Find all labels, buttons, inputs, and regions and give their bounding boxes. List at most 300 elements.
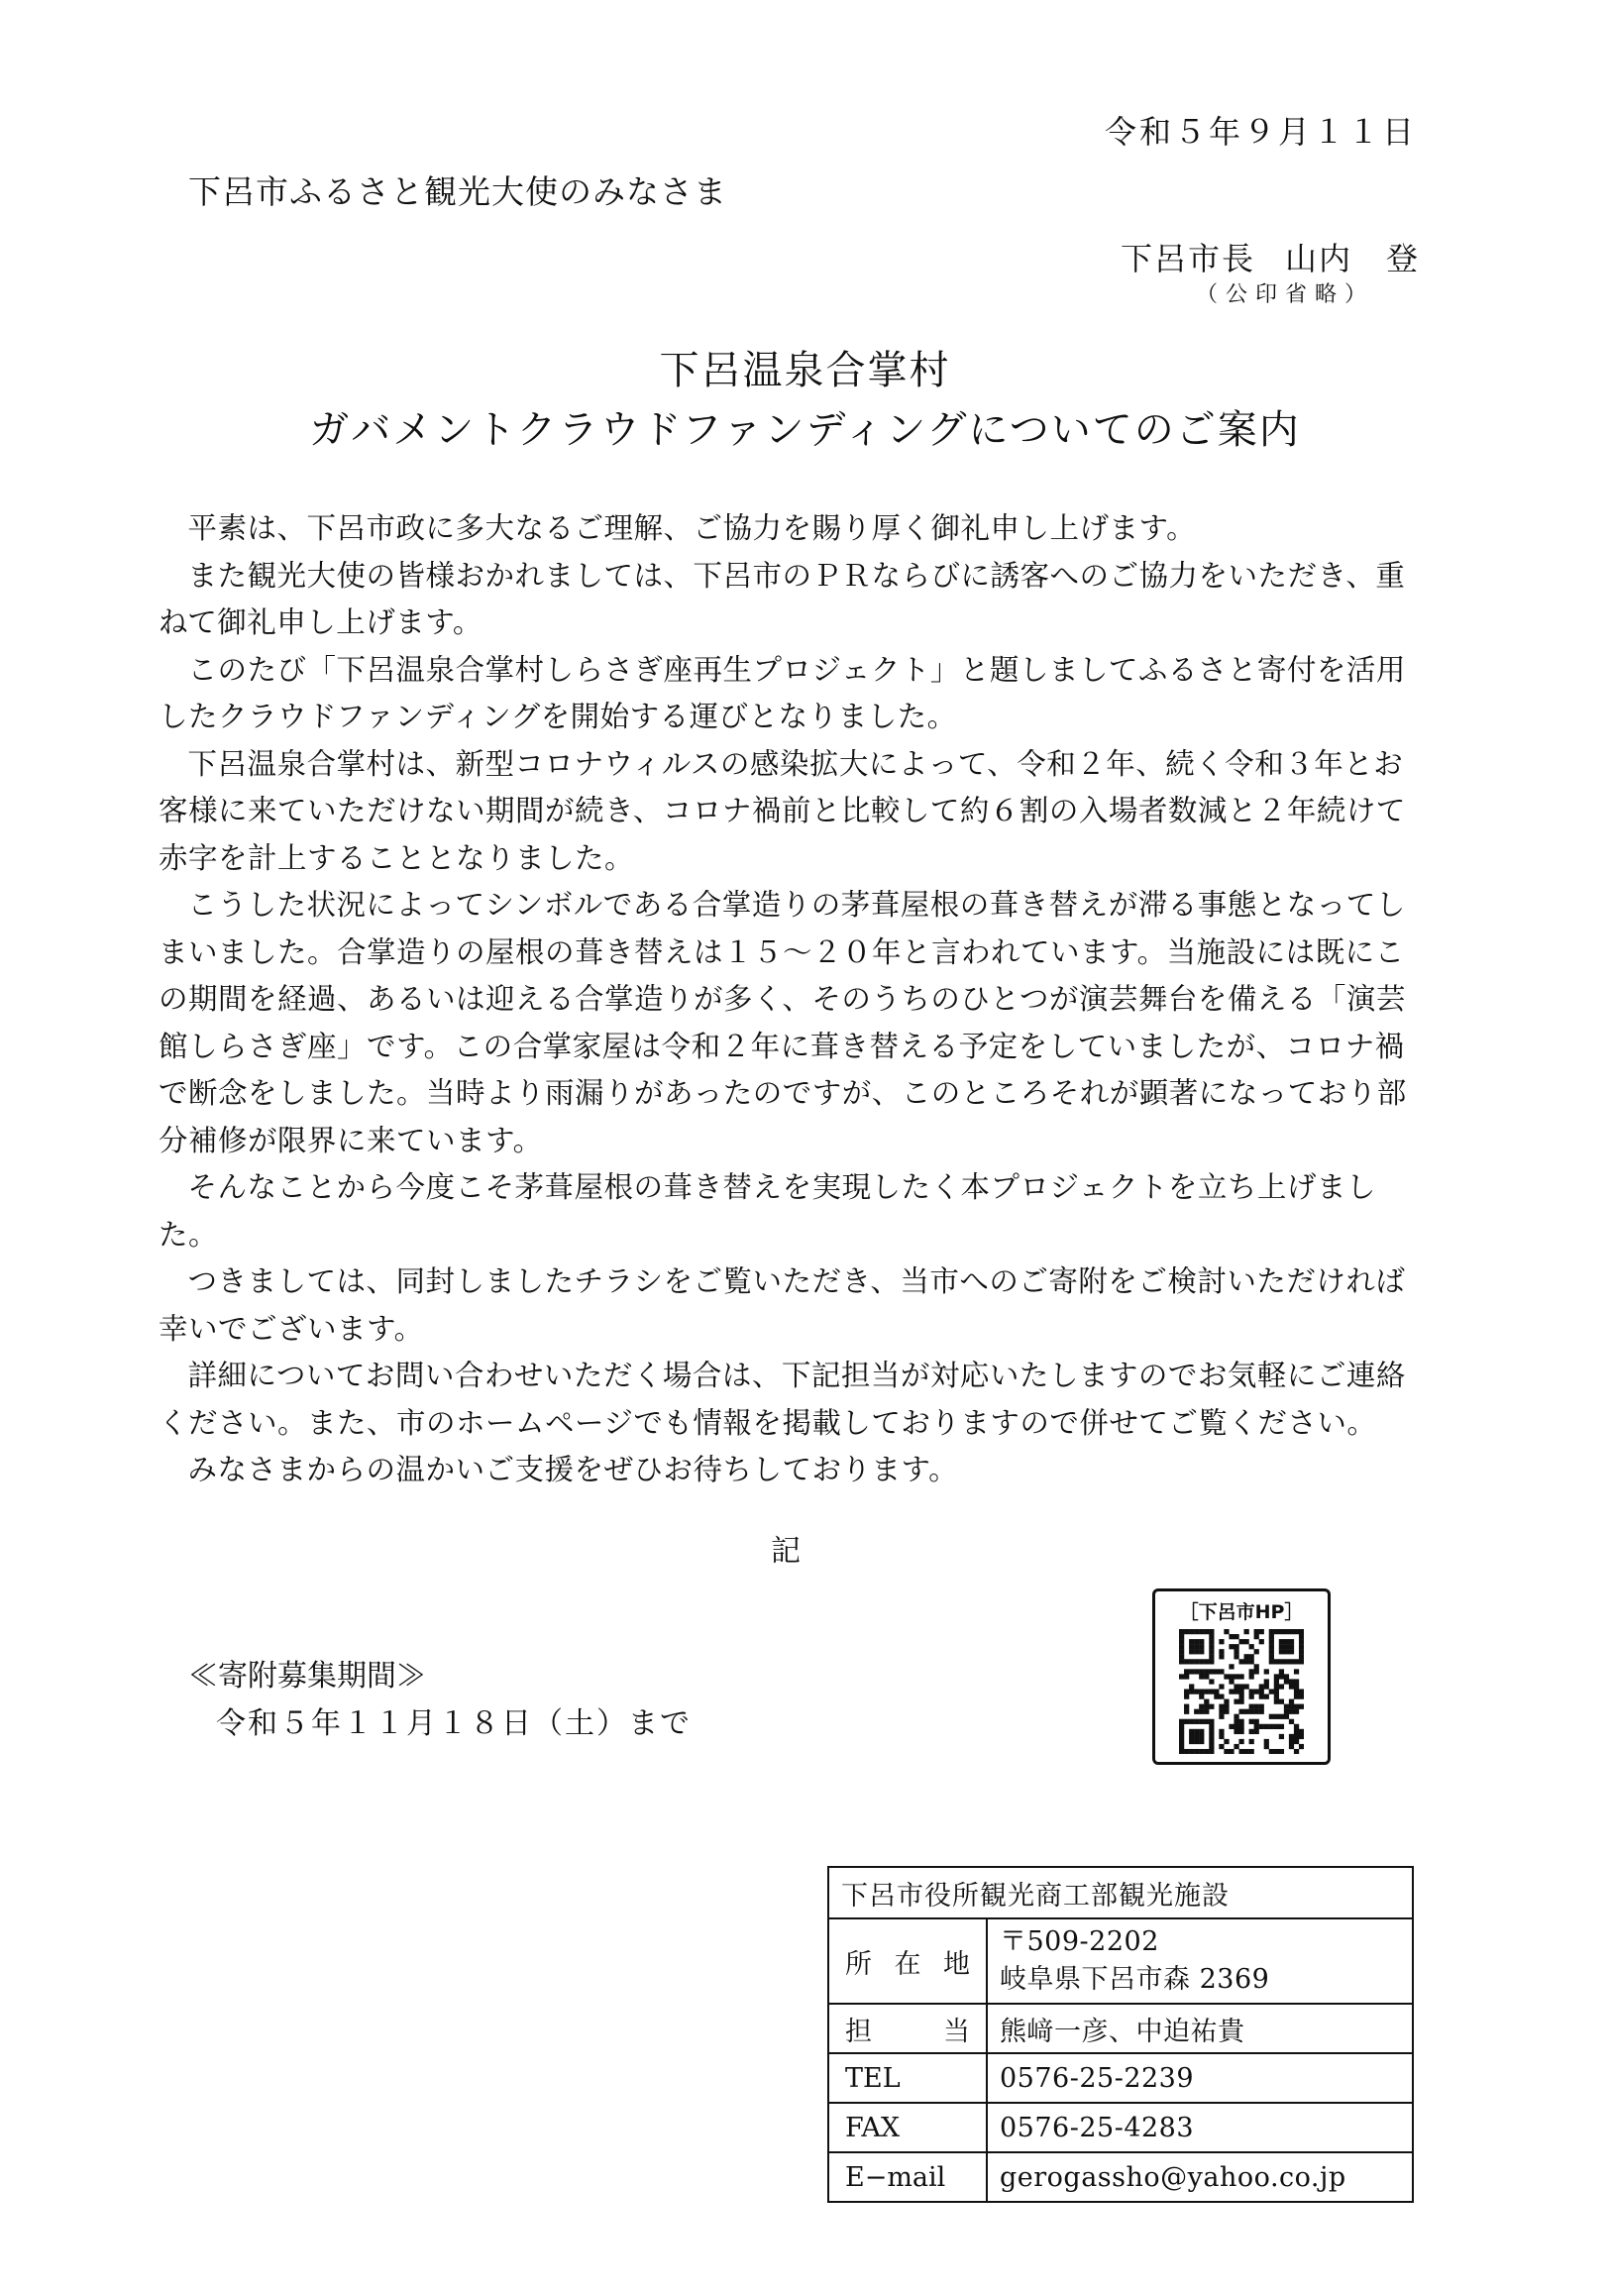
qr-module [1224,1699,1229,1704]
qr-module [1194,1709,1199,1714]
qr-module [1199,1689,1204,1694]
postal-code: 〒509-2202 [1000,1926,1159,1957]
qr-module [1194,1749,1199,1754]
letter-date: 令和５年９月１１日 [1104,113,1417,151]
qr-module [1224,1749,1229,1754]
qr-module [1269,1689,1274,1694]
qr-module [1219,1639,1224,1644]
qr-module [1219,1734,1224,1739]
qr-module [1294,1659,1299,1664]
qr-module [1194,1729,1199,1734]
qr-module [1274,1724,1279,1729]
qr-module [1279,1669,1284,1674]
qr-module [1299,1729,1304,1734]
qr-module [1299,1695,1304,1699]
qr-module [1279,1674,1284,1679]
body-paragraph: 詳細についてお問い合わせいただく場合は、下記担当が対応いたしますのでお気軽にご連絡ください。また、市のホームページでも情報を掲載しておりますので併せてご覧ください。 [159,1359,1406,1440]
qr-module [1279,1699,1284,1704]
qr-module [1238,1659,1243,1664]
qr-module [1204,1669,1209,1674]
qr-module [1238,1709,1243,1714]
qr-module [1234,1634,1238,1639]
qr-module [1238,1684,1243,1689]
qr-module [1289,1644,1294,1649]
qr-module [1238,1739,1243,1744]
qr-module [1189,1729,1194,1734]
qr-module [1214,1669,1219,1674]
qr-module [1294,1695,1299,1699]
qr-module [1294,1704,1299,1709]
qr-module [1294,1629,1299,1634]
qr-module [1199,1639,1204,1644]
qr-module [1294,1689,1299,1694]
qr-module [1269,1654,1274,1659]
qr-module [1179,1659,1184,1664]
contact-value-tel[interactable]: 0576-25-2239 [987,2053,1413,2103]
qr-module [1199,1749,1204,1754]
qr-module [1289,1699,1294,1704]
qr-module [1199,1719,1204,1724]
qr-module [1179,1649,1184,1654]
contact-row-email [828,2152,1413,2202]
contact-header-row [828,1867,1413,1918]
qr-module [1209,1669,1214,1674]
qr-module [1238,1639,1243,1644]
contact-value-address [987,1918,1413,2004]
qr-module [1274,1714,1279,1719]
qr-module [1279,1684,1284,1689]
qr-module [1199,1659,1204,1664]
qr-module [1199,1695,1204,1699]
qr-module [1274,1684,1279,1689]
qr-module [1204,1674,1209,1679]
qr-module [1194,1644,1199,1649]
qr-module [1179,1739,1184,1744]
qr-module [1259,1684,1264,1689]
qr-module [1269,1639,1274,1644]
qr-module [1194,1629,1199,1634]
qr-module [1289,1679,1294,1684]
qr-module [1234,1649,1238,1654]
donation-period-label: ≪寄附募集期間≫ [188,1659,426,1694]
contact-label-email: E−mail [828,2152,987,2202]
qr-module [1238,1724,1243,1729]
qr-module [1274,1629,1279,1634]
qr-code-panel[interactable] [1152,1588,1331,1765]
qr-module [1199,1709,1204,1714]
qr-module [1189,1639,1194,1644]
qr-module [1234,1674,1238,1679]
qr-module [1209,1654,1214,1659]
qr-module [1284,1714,1289,1719]
qr-module [1284,1639,1289,1644]
qr-module [1209,1729,1214,1734]
body-paragraph: このたび「下呂温泉合掌村しらさぎ座再生プロジェクト」と題しましてふるさと寄付を活用したクラウドファンディングを開始する運びとなりました。 [159,652,1406,733]
qr-module [1234,1724,1238,1729]
qr-module [1184,1669,1189,1674]
qr-module [1299,1734,1304,1739]
qr-module [1299,1689,1304,1694]
qr-module [1194,1649,1199,1654]
qr-module [1249,1654,1254,1659]
qr-module [1289,1704,1294,1709]
contact-row-staff [828,2004,1413,2053]
qr-module [1269,1629,1274,1634]
qr-module [1179,1644,1184,1649]
qr-module [1264,1679,1269,1684]
qr-module [1234,1714,1238,1719]
qr-module [1209,1659,1214,1664]
sender-name: 山内 登 [1284,240,1420,277]
qr-module [1189,1649,1194,1654]
qr-module [1289,1719,1294,1724]
qr-module [1289,1709,1294,1714]
contact-row-tel [828,2053,1413,2103]
qr-module [1184,1719,1189,1724]
qr-module [1289,1649,1294,1654]
qr-module [1254,1669,1259,1674]
qr-module [1238,1689,1243,1694]
qr-module [1214,1695,1219,1699]
qr-module [1194,1659,1199,1664]
qr-module [1264,1695,1269,1699]
sender-title: 下呂市長 [1120,240,1255,277]
contact-row-fax [828,2103,1413,2152]
qr-module [1209,1734,1214,1739]
qr-module [1269,1724,1274,1729]
qr-module [1284,1659,1289,1664]
contact-label-address: 所在地 [828,1918,987,2004]
qr-module [1219,1714,1224,1719]
qr-module [1219,1729,1224,1734]
qr-module [1189,1669,1194,1674]
body-paragraph: つきましては、同封しましたチラシをご覧いただき、当市へのご寄附をご検討いただければ幸いでございます。 [159,1264,1406,1346]
qr-module [1244,1749,1249,1754]
qr-module [1249,1709,1254,1714]
qr-module [1234,1744,1238,1749]
qr-module [1269,1644,1274,1649]
qr-module [1229,1634,1234,1639]
qr-module [1299,1644,1304,1649]
qr-module [1244,1684,1249,1689]
qr-module [1194,1639,1199,1644]
qr-module [1289,1629,1294,1634]
qr-module [1249,1689,1254,1694]
qr-module [1179,1674,1184,1679]
qr-module [1184,1629,1189,1634]
qr-module [1179,1744,1184,1749]
street-address: 岐阜県下呂市森 2369 [1000,1964,1270,1995]
qr-module [1204,1709,1209,1714]
qr-module [1254,1709,1259,1714]
qr-module [1229,1679,1234,1684]
qr-module [1299,1629,1304,1634]
qr-module [1209,1629,1214,1634]
qr-module [1254,1719,1259,1724]
qr-module [1244,1654,1249,1659]
qr-module [1179,1724,1184,1729]
qr-module [1179,1749,1184,1754]
qr-code-icon[interactable] [1179,1629,1304,1754]
qr-module [1249,1704,1254,1709]
qr-module [1238,1695,1243,1699]
qr-module [1269,1714,1274,1719]
qr-module [1184,1689,1189,1694]
qr-module [1274,1659,1279,1664]
qr-module [1279,1629,1284,1634]
qr-module [1234,1654,1238,1659]
qr-module [1294,1729,1299,1734]
qr-module [1259,1704,1264,1709]
sender [1121,234,1420,279]
qr-module [1199,1629,1204,1634]
qr-module [1224,1629,1229,1634]
qr-module [1189,1719,1194,1724]
letter-body [159,505,1407,1494]
qr-module [1238,1719,1243,1724]
qr-module [1284,1629,1289,1634]
qr-module [1284,1709,1289,1714]
qr-module [1299,1654,1304,1659]
qr-module [1269,1749,1274,1754]
qr-module [1244,1629,1249,1634]
qr-module [1259,1724,1264,1729]
qr-module [1299,1649,1304,1654]
qr-module [1269,1649,1274,1654]
qr-module [1254,1664,1259,1669]
qr-module [1254,1724,1259,1729]
qr-module [1244,1659,1249,1664]
qr-module [1199,1644,1204,1649]
qr-module [1194,1669,1199,1674]
qr-module [1254,1729,1259,1734]
qr-module [1229,1664,1234,1669]
qr-module [1229,1689,1234,1694]
qr-module [1254,1634,1259,1639]
qr-module [1204,1659,1209,1664]
document-title-line1: 下呂温泉合掌村 [659,348,951,393]
qr-module [1244,1639,1249,1644]
qr-module [1204,1629,1209,1634]
qr-module [1234,1684,1238,1689]
contact-department: 下呂市役所観光商工部観光施設 [828,1867,1413,1918]
qr-module [1289,1739,1294,1744]
qr-module [1204,1689,1209,1694]
qr-module [1249,1674,1254,1679]
qr-module [1194,1719,1199,1724]
qr-module [1254,1629,1259,1634]
qr-module [1184,1749,1189,1754]
qr-module [1209,1644,1214,1649]
qr-module [1179,1629,1184,1634]
qr-module [1189,1734,1194,1739]
qr-module [1279,1724,1284,1729]
body-paragraph: また観光大使の皆様おかれましては、下呂市のＰＲならびに誘客へのご協力をいただき、重ねて御礼申し上げます。 [159,558,1406,639]
qr-module [1249,1659,1254,1664]
qr-module [1219,1695,1224,1699]
qr-module [1254,1704,1259,1709]
contact-row-address [828,1918,1413,2004]
qr-module [1219,1669,1224,1674]
qr-module [1264,1744,1269,1749]
contact-label-fax: FAX [828,2103,987,2152]
qr-module [1234,1699,1238,1704]
qr-module [1254,1649,1259,1654]
qr-label: ［下呂市HP］ [1179,1601,1304,1623]
body-paragraph: 平素は、下呂市政に多大なるご理解、ご協力を賜り厚く御礼申し上げます。 [187,511,1197,545]
qr-module [1274,1689,1279,1694]
qr-module [1219,1684,1224,1689]
qr-module [1274,1674,1279,1679]
qr-module [1194,1689,1199,1694]
body-paragraph: こうした状況によってシンボルである合掌造りの茅葺屋根の葺き替えが滞る事態となってしまいました。合掌造りの屋根の葺き替えは１５～２０年と言われています。当施設には既にこの期間を経過、あるいは迎える合掌造りが多く、そのうちのひとつが演芸舞台を備える「演芸館しらさぎ座」です。この合掌家屋は令和２年に葺き替える予定をしていましたが、コロナ禍で断念をしました。当時より雨漏りがあったのですが、このところそれが顕著になっており部分補修が限界に来ています。 [159,888,1407,1157]
qr-module [1238,1729,1243,1734]
qr-module [1189,1689,1194,1694]
qr-module [1238,1674,1243,1679]
qr-module [1284,1704,1289,1709]
qr-module [1209,1724,1214,1729]
contact-label-staff: 担当 [828,2004,987,2053]
qr-module [1249,1669,1254,1674]
body-paragraph: そんなことから今度こそ茅葺屋根の葺き替えを実現したく本プロジェクトを立ち上げました。 [159,1170,1376,1252]
qr-module [1284,1644,1289,1649]
qr-module [1259,1639,1264,1644]
qr-module [1199,1739,1204,1744]
qr-module [1264,1669,1269,1674]
qr-module [1249,1749,1254,1754]
seal-note: （公印省略） [1195,282,1374,307]
qr-module [1279,1714,1284,1719]
qr-module [1184,1709,1189,1714]
qr-module [1194,1734,1199,1739]
qr-module [1274,1679,1279,1684]
qr-module [1209,1719,1214,1724]
qr-module [1279,1649,1284,1654]
qr-module [1224,1674,1229,1679]
qr-module [1189,1684,1194,1689]
qr-module [1204,1749,1209,1754]
qr-module [1234,1644,1238,1649]
qr-module [1294,1749,1299,1754]
qr-module [1284,1674,1289,1679]
qr-module [1254,1689,1259,1694]
contact-label-tel: TEL [828,2053,987,2103]
qr-module [1274,1749,1279,1754]
qr-module [1199,1669,1204,1674]
qr-module [1289,1734,1294,1739]
qr-module [1219,1709,1224,1714]
qr-module [1274,1695,1279,1699]
qr-module [1179,1639,1184,1644]
qr-module [1259,1709,1264,1714]
qr-module [1219,1704,1224,1709]
qr-module [1229,1749,1234,1754]
qr-module [1284,1649,1289,1654]
qr-module [1279,1659,1284,1664]
qr-module [1209,1744,1214,1749]
qr-module [1209,1704,1214,1709]
qr-module [1229,1724,1234,1729]
qr-module [1284,1679,1289,1684]
qr-module [1219,1744,1224,1749]
qr-module [1249,1644,1254,1649]
qr-module [1224,1704,1229,1709]
qr-module [1279,1749,1284,1754]
qr-module [1184,1674,1189,1679]
qr-module [1189,1739,1194,1744]
qr-module [1299,1704,1304,1709]
qr-module [1264,1739,1269,1744]
qr-module [1299,1744,1304,1749]
qr-module [1209,1649,1214,1654]
qr-module [1259,1695,1264,1699]
qr-module [1179,1734,1184,1739]
qr-module [1199,1674,1204,1679]
contact-value-fax: 0576-25-4283 [987,2103,1413,2152]
qr-module [1179,1719,1184,1724]
qr-module [1259,1689,1264,1694]
qr-module [1189,1629,1194,1634]
qr-module [1229,1644,1234,1649]
document-title-line2: ガバメントクラウドファンディングについてのご案内 [309,407,1301,453]
qr-module [1274,1699,1279,1704]
qr-module [1299,1639,1304,1644]
qr-module [1199,1649,1204,1654]
qr-module [1194,1739,1199,1744]
qr-module [1209,1689,1214,1694]
qr-module [1184,1695,1189,1699]
body-paragraph: みなさまからの温かいご支援をぜひお待ちしております。 [187,1453,959,1486]
qr-module [1294,1679,1299,1684]
qr-module [1279,1734,1284,1739]
qr-module [1199,1729,1204,1734]
qr-module [1199,1734,1204,1739]
qr-module [1294,1739,1299,1744]
qr-module [1289,1659,1294,1664]
qr-module [1184,1704,1189,1709]
qr-module [1204,1704,1209,1709]
qr-module [1238,1699,1243,1704]
qr-module [1249,1739,1254,1744]
qr-module [1294,1724,1299,1729]
qr-module [1299,1659,1304,1664]
qr-module [1294,1669,1299,1674]
addressee: 下呂市ふるさと観光大使のみなさま [188,172,727,211]
qr-module [1219,1649,1224,1654]
qr-module [1189,1749,1194,1754]
contact-value-email[interactable]: gerogassho@yahoo.co.jp [987,2152,1413,2202]
qr-module [1238,1749,1243,1754]
qr-module [1249,1695,1254,1699]
qr-module [1289,1639,1294,1644]
qr-module [1229,1674,1234,1679]
qr-module [1264,1684,1269,1689]
qr-module [1234,1719,1238,1724]
qr-module [1179,1634,1184,1639]
qr-module [1279,1639,1284,1644]
qr-module [1244,1709,1249,1714]
qr-module [1204,1699,1209,1704]
qr-module [1294,1709,1299,1714]
qr-module [1289,1744,1294,1749]
qr-module [1269,1659,1274,1664]
qr-module [1209,1634,1214,1639]
contact-value-staff: 熊﨑一彦、中迫祐貴 [987,2004,1413,2053]
qr-module [1219,1654,1224,1659]
qr-module [1214,1689,1219,1694]
qr-module [1234,1729,1238,1734]
qr-module [1209,1739,1214,1744]
